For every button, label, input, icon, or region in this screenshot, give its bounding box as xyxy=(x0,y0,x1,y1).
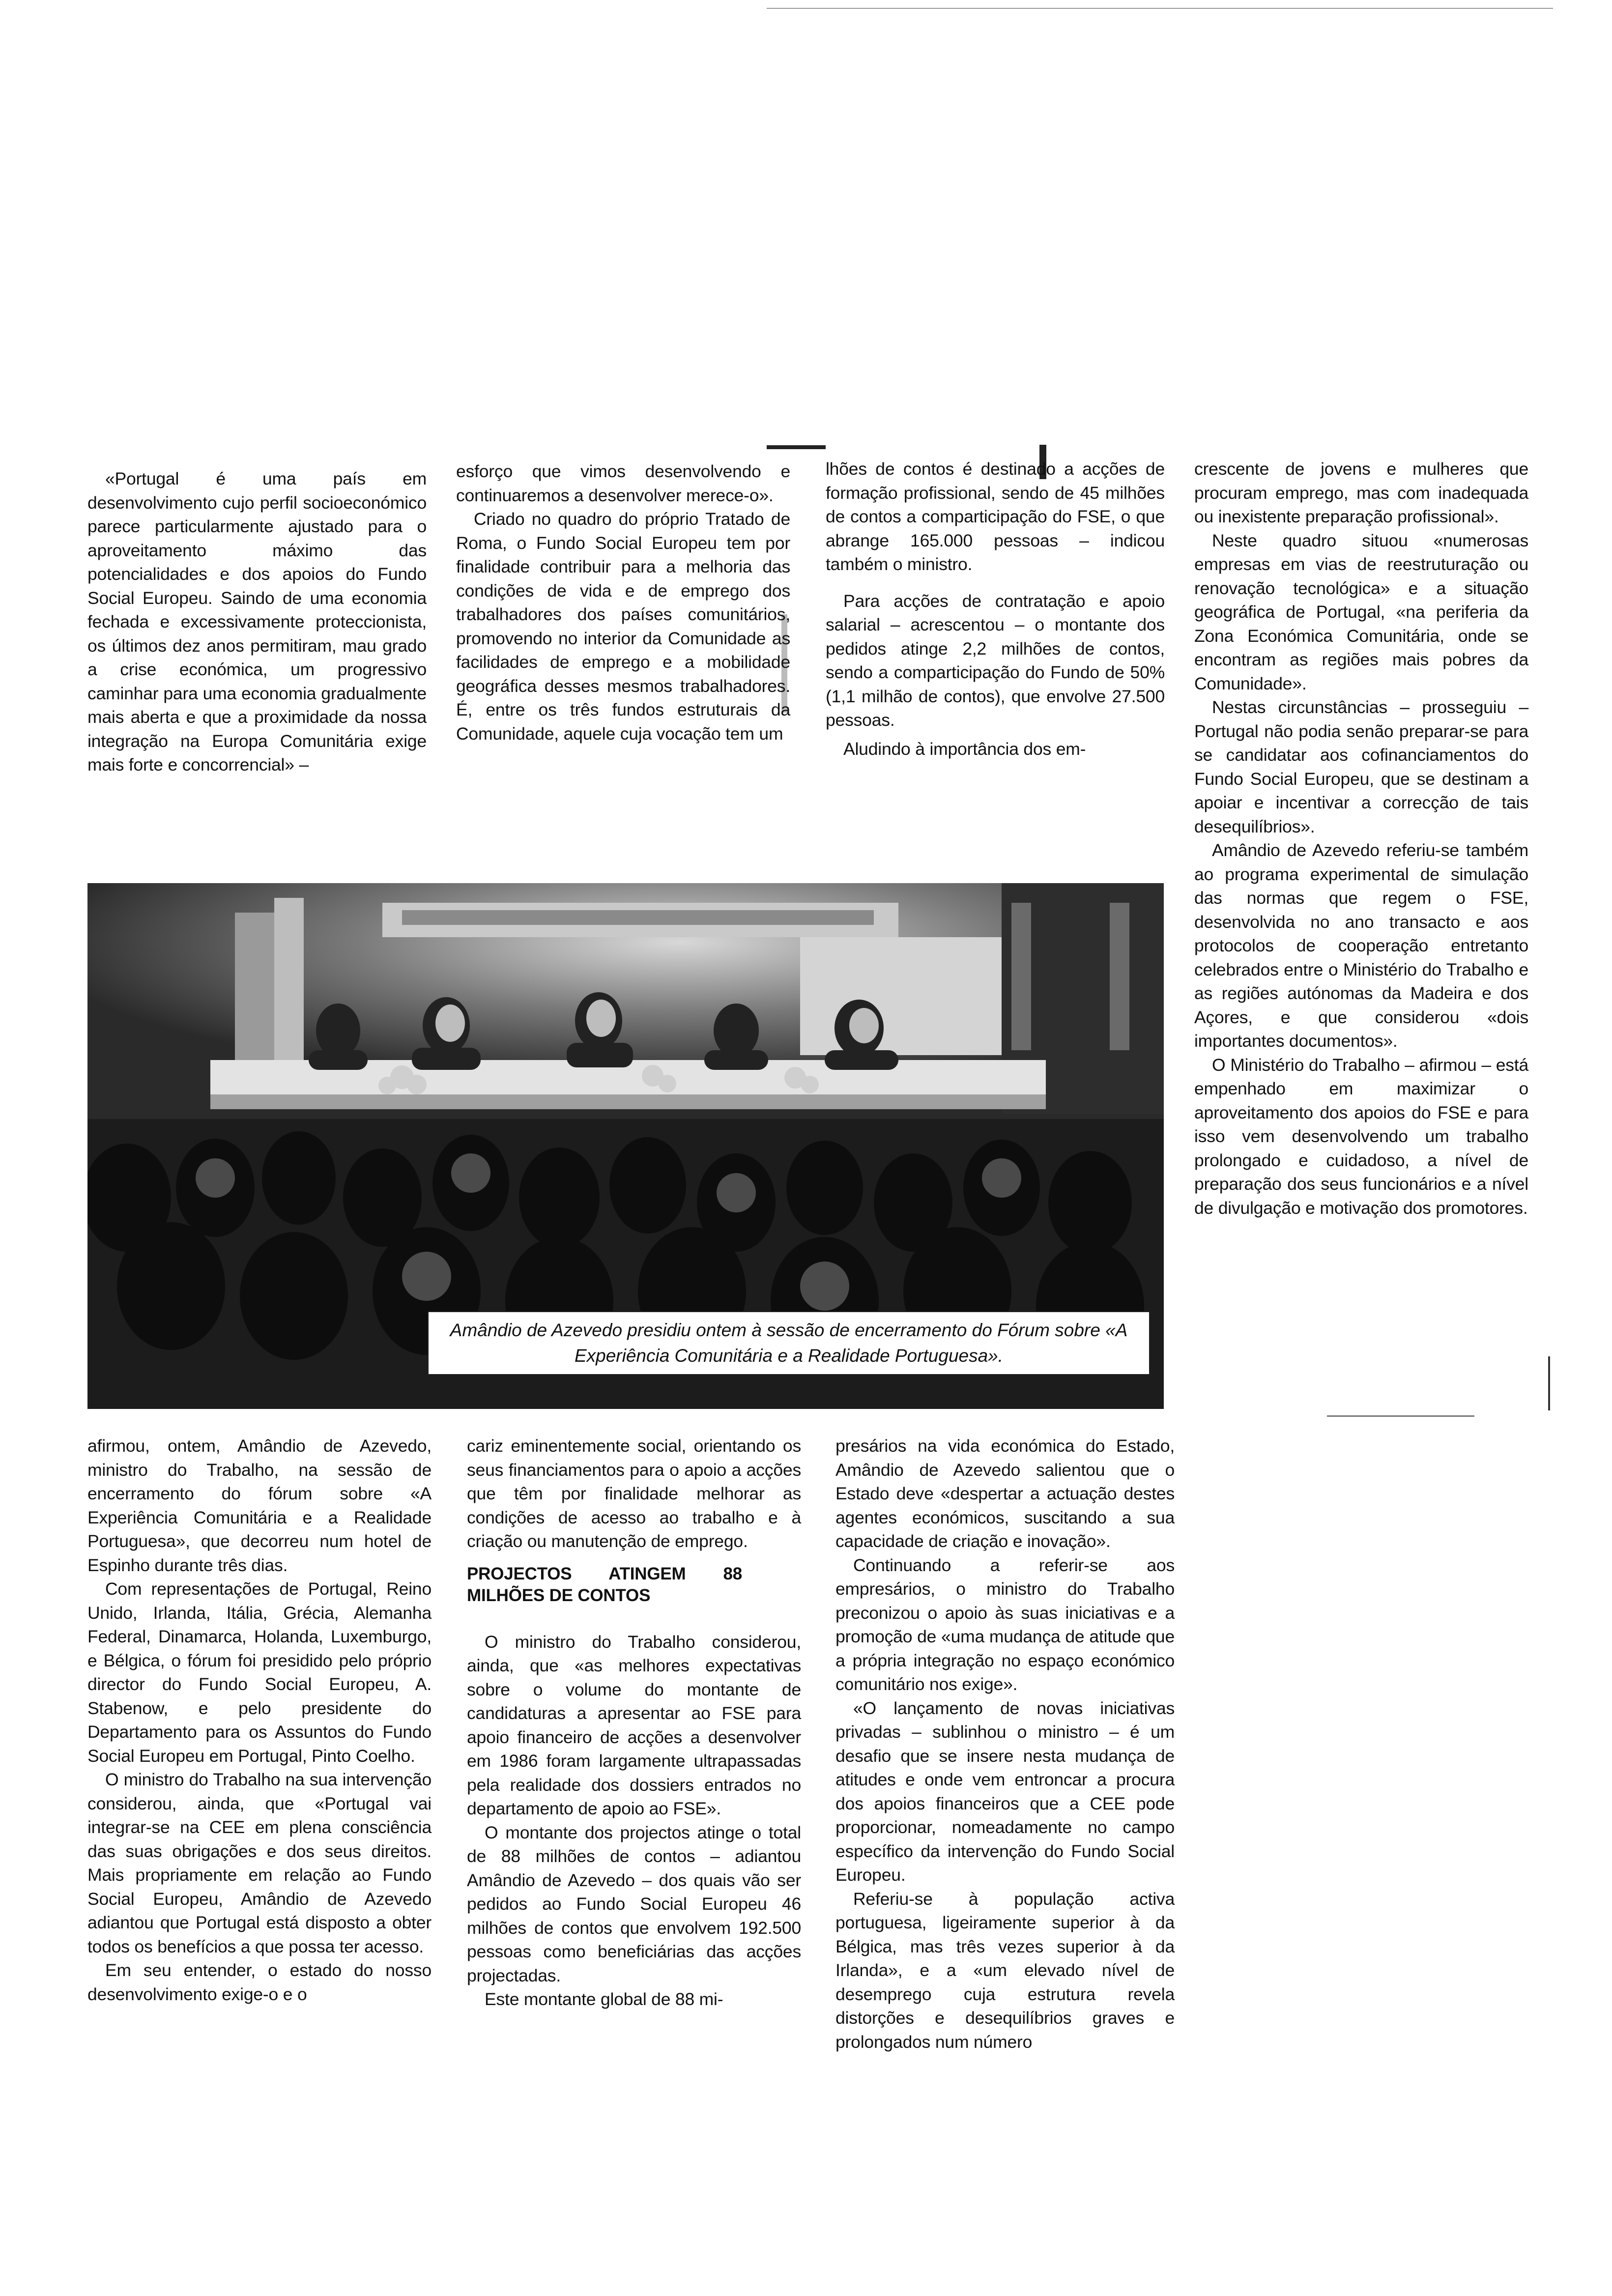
scan-speck xyxy=(1327,1415,1474,1417)
paragraph: «O lançamento de novas iniciativas privadas – sublinhou o ministro – é um desafio que se insere nesta mudança de atitudes e onde vem entroncar a procura dos apoios financeiros que a CEE pode proporcionar, nomeadamente no campo específico da intervenção do Fundo Social Europeu. xyxy=(835,1698,1175,1885)
article-column-bottom-3 xyxy=(835,1434,1175,2054)
paragraph: Amândio de Azevedo referiu-se também ao programa experimental de simulação das normas que regem o FSE, desenvolvida no ano transacto e aos protocolos de cooperação entretanto celebrados entre o Ministério do Trabalho e as regiões autónomas da Madeira e dos Açores, e que considerou «dois importantes documentos». xyxy=(1194,840,1528,1051)
paragraph: crescente de jovens e mulheres que procuram emprego, mas com inadequada ou inexistente preparação profissional». xyxy=(1194,459,1528,526)
paragraph: cariz eminentemente social, orientando os seus financiamentos para o apoio a acções que têm por finalidade melhorar as condições de acesso ao trabalho e à criação ou manutenção de emprego. xyxy=(467,1436,801,1551)
paragraph: O ministro do Trabalho considerou, ainda, que «as melhores expectativas sobre o volume do montante de candidaturas a apresentar ao FSE para apoio financeiro de acções a desenvolver em 1986 foram largamente ultrapassadas pela realidade dos dossiers entrados no departamento de apoio ao FSE». xyxy=(467,1632,801,1818)
paragraph: Continuando a referir-se aos empresários, o ministro do Trabalho preconizou o apoio às suas iniciativas e a promoção de «uma mudança de atitude que a própria integração no espaço económico comunitário nos exige». xyxy=(835,1555,1175,1694)
paragraph: Referiu-se à população activa portuguesa, ligeiramente superior à da Bélgica, mas três vezes superior à da Irlanda», e a «um elevado nível de desemprego cuja estrutura revela distorções e desequilíbrios graves e prolongados num número xyxy=(835,1889,1175,2052)
paragraph: Criado no quadro do próprio Tratado de Roma, o Fundo Social Europeu tem por finalidade contribuir para a melhoria das condições de vida e de emprego dos trabalhadores dos países comunitários, promovendo no interior da Comunidade as facilidades de emprego e a mobilidade geográfica desses mesmos trabalhadores. É, entre os três fundos estruturais da Comunidade, aquele cuja vocação tem um xyxy=(456,509,790,744)
article-column-top-1 xyxy=(87,467,427,777)
paragraph: Para acções de contratação e apoio salarial – acrescentou – o montante dos pedidos atinge 2,2 milhões de contos, sendo a comparticipação do Fundo de 50% (1,1 milhão de contos), que envolve 27.500 pessoas. xyxy=(826,591,1165,730)
paragraph: O montante dos projectos atinge o total de 88 milhões de contos – adiantou Amândio de Azevedo – dos quais vão ser pedidos ao Fundo Social Europeu 46 milhões de contos que envolvem 192.500 pessoas como beneficiárias das acções projectadas. xyxy=(467,1822,801,1985)
paragraph: O Ministério do Trabalho – afirmou – está empenhado em maximizar o aproveitamento dos apoios do FSE e para isso vem desenvolvendo um trabalho prolongado e cuidadoso, a nível de preparação dos seus funcionários e a nível de divulgação e motivação dos promotores. xyxy=(1194,1055,1528,1218)
paragraph: afirmou, ontem, Amândio de Azevedo, ministro do Trabalho, na sessão de encerramento do fórum sobre «A Experiência Comunitária e a Realidade Portuguesa», que decorreu num hotel de Espinho durante três dias. xyxy=(87,1436,432,1575)
paragraph: esforço que vimos desenvolvendo e continuaremos a desenvolver merece-o». xyxy=(456,461,790,505)
paragraph: Aludindo à importância dos em- xyxy=(843,739,1086,759)
paragraph: O ministro do Trabalho na sua intervenção considerou, ainda, que «Portugal vai integrar-se na CEE em plena consciência das suas obrigações e dos seus direitos. Mais propriamente em relação ao Fundo Social Europeu, Amândio de Azevedo adiantou que Portugal está disposto a obter todos os benefícios a que possa ter acesso. xyxy=(87,1770,432,1956)
paragraph: Com representações de Portugal, Reino Unido, Irlanda, Itália, Grécia, Alemanha Federal, Dinamarca, Holanda, Luxemburgo, e Bélgica, o fórum foi presidido pelo próprio director do Fundo Social Europeu, A. Stabenow, e pelo presidente do Departamento para os Assuntos do Fundo Social Europeu em Portugal, Pinto Coelho. xyxy=(87,1579,432,1766)
section-heading: PROJECTOS ATINGEM 88 MILHÕES DE CONTOS xyxy=(467,1564,742,1605)
article-column-top-2 xyxy=(456,459,790,746)
article-column-bottom-1 xyxy=(87,1434,432,2006)
article-column-bottom-2 xyxy=(467,1434,801,2011)
paragraph: lhões de contos é destinado a acções de formação profissional, sendo de 45 milhões de contos a comparticipação do FSE, o que abrange 165.000 pessoas – indicou também o ministro. xyxy=(826,459,1165,574)
paragraph: presários na vida económica do Estado, Amândio de Azevedo salientou que o Estado deve «despertar a actuação destes agentes económicos, suscitando a sua capacidade de criação e inovação». xyxy=(835,1436,1175,1551)
paragraph: Em seu entender, o estado do nosso desenvolvimento exige-o e o xyxy=(87,1960,432,2004)
paragraph: Neste quadro situou «numerosas empresas em vias de reestruturação ou renovação tecnológica» e a situação geográfica de Portugal, «na periferia da Zona Económica Comunitária, onde se encontram as regiões mais pobres da Comunidade». xyxy=(1194,530,1528,693)
scan-speck xyxy=(767,445,826,449)
article-column-top-3 xyxy=(826,457,1165,761)
photo-caption: Amândio de Azevedo presidiu ontem à sessão de encerramento do Fórum sobre «A Experiência Comunitária e a Realidade Portuguesa». xyxy=(428,1311,1150,1375)
paragraph: Nestas circunstâncias – prosseguiu – Portugal não podia senão preparar-se para se candidatar aos cofinanciamentos do Fundo Social Europeu, que se destinam a apoiar e incentivar a correcção de tais desequilíbrios». xyxy=(1194,697,1528,836)
article-column-right xyxy=(1194,457,1528,1220)
scan-speck xyxy=(767,8,1553,9)
scan-speck xyxy=(1548,1356,1550,1410)
paragraph: «Portugal é uma país em desenvolvimento cujo perfil socioeconómico parece particularmente ajustado para o aproveitamento máximo das potencialidades e dos apoios do Fundo Social Europeu. Saindo de uma economia fechada e excessivamente proteccionista, os últimos dez anos permitiram, mau grado a crise económica, um progressivo caminhar para uma economia gradualmente mais aberta e que a proximidade da nossa integração na Europa Comunitária exige mais forte e concorrencial» – xyxy=(87,469,427,775)
paragraph: Este montante global de 88 mi- xyxy=(485,1989,723,2009)
